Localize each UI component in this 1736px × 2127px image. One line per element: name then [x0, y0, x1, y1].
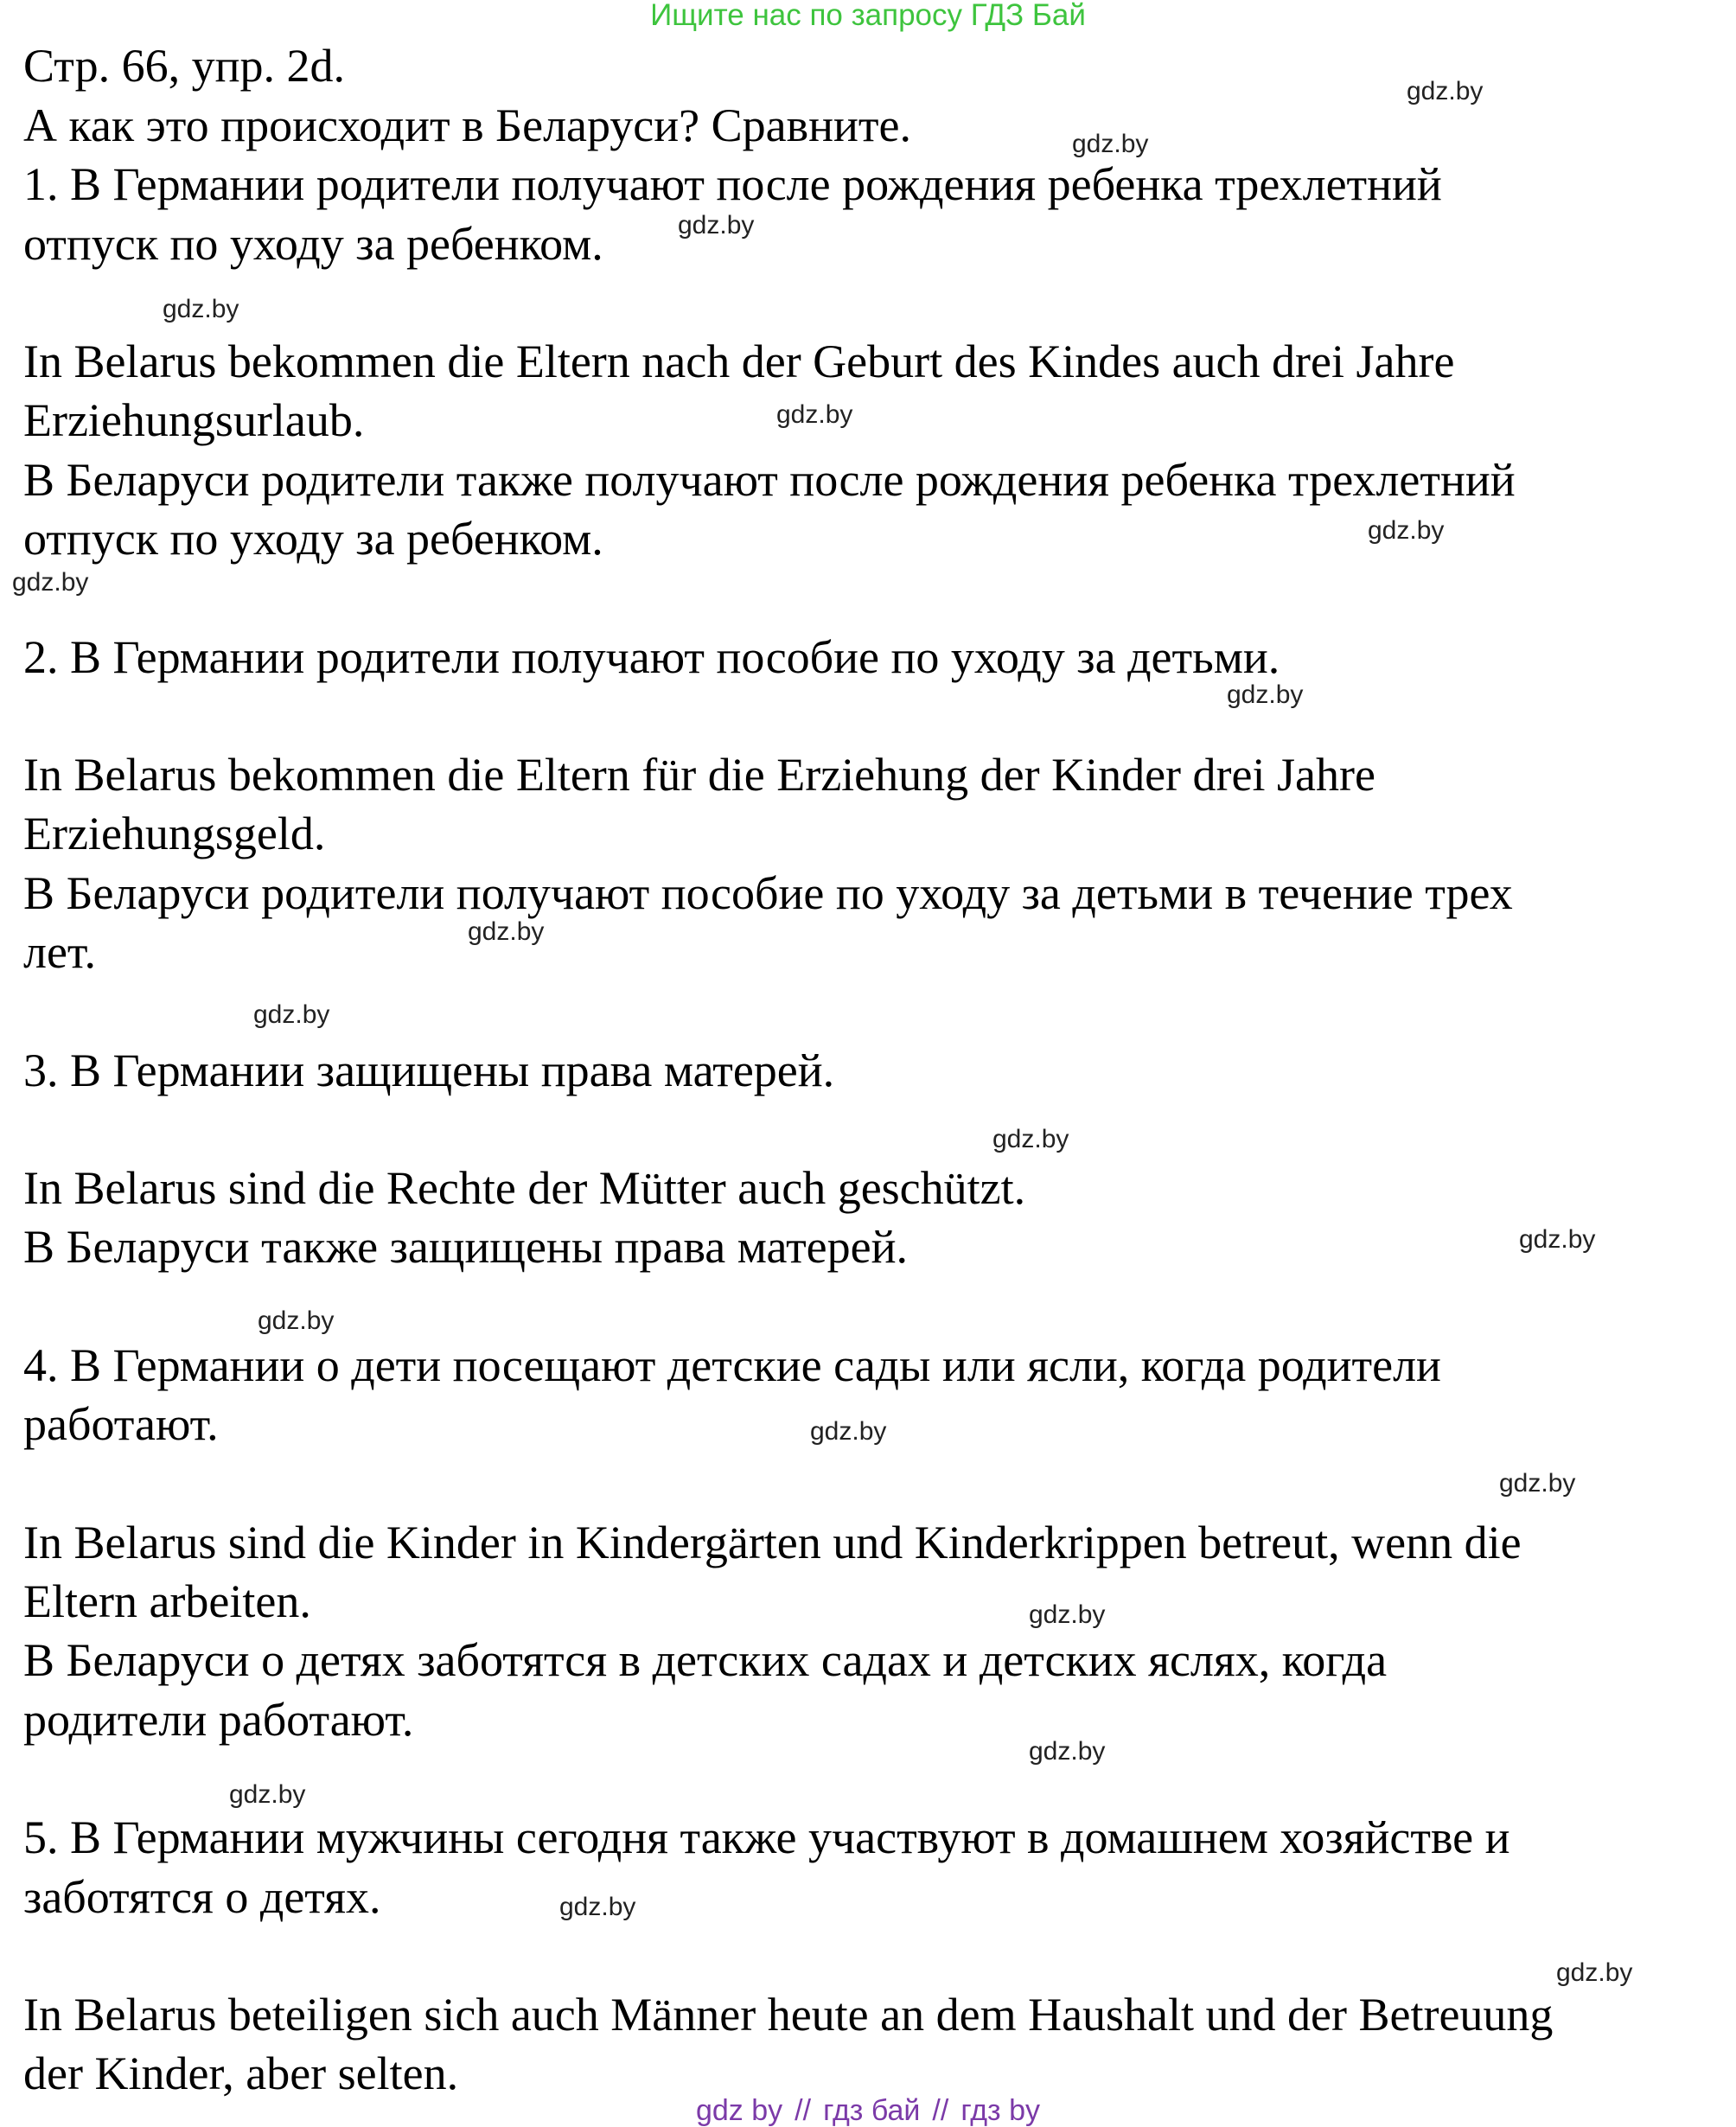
item-2-russian-answer: лет. — [23, 926, 96, 978]
footer-link[interactable]: gdz by — [695, 2094, 783, 2127]
item-4-german-answer: Eltern arbeiten. — [23, 1575, 311, 1627]
watermark: gdz.by — [559, 1893, 636, 1921]
item-4-question: работают. — [23, 1398, 219, 1450]
item-1-german-answer: In Belarus bekommen die Eltern nach der Geburt des Kindes auch drei Jahre — [23, 335, 1455, 387]
footer-links — [0, 2096, 1736, 2125]
item-5-question: 5. В Германии мужчины сегодня также участвуют в домашнем хозяйстве и — [23, 1811, 1510, 1863]
item-1-russian-answer: отпуск по уходу за ребенком. — [23, 513, 603, 565]
item-2-german-answer: Erziehungsgeld. — [23, 808, 326, 859]
watermark: gdz.by — [1227, 680, 1304, 709]
item-1-question: отпуск по уходу за ребенком. — [23, 218, 603, 270]
item-5-question: заботятся о детях. — [23, 1871, 381, 1923]
watermark: gdz.by — [776, 400, 853, 429]
watermark: gdz.by — [1519, 1225, 1596, 1254]
item-5-german-answer: der Kinder, aber selten. — [23, 2047, 459, 2099]
watermark: gdz.by — [1556, 1958, 1633, 1987]
watermark: gdz.by — [258, 1306, 335, 1335]
item-5-german-answer: In Belarus beteiligen sich auch Männer heute an dem Haushalt und der Betreuung — [23, 1989, 1554, 2041]
watermark: gdz.by — [12, 568, 89, 597]
footer-link[interactable]: гдз бай — [823, 2094, 921, 2127]
watermark: gdz.by — [678, 211, 755, 240]
page-title: Стр. 66, упр. 2d. — [23, 40, 345, 92]
item-1-question: 1. В Германии родители получают после рождения ребенка трехлетний — [23, 158, 1442, 210]
watermark: gdz.by — [1407, 77, 1484, 105]
footer-link[interactable]: гдз by — [961, 2094, 1040, 2127]
watermark: gdz.by — [1072, 130, 1149, 158]
item-2-russian-answer: В Беларуси родители получают пособие по уходу за детьми в течение трех — [23, 867, 1513, 919]
footer-separator: // — [932, 2094, 949, 2127]
search-banner: Ищите нас по запросу ГДЗ Бай — [650, 0, 1086, 32]
item-4-question: 4. В Германии о дети посещают детские сады или ясли, когда родители — [23, 1339, 1441, 1391]
watermark: gdz.by — [1029, 1600, 1106, 1629]
item-2-german-answer: In Belarus bekommen die Eltern für die Erziehung der Kinder drei Jahre — [23, 749, 1375, 801]
watermark: gdz.by — [1499, 1469, 1576, 1498]
footer-separator: // — [795, 2094, 812, 2127]
item-3-german-answer: In Belarus sind die Rechte der Mütter auch geschützt. — [23, 1162, 1026, 1214]
watermark: gdz.by — [229, 1780, 306, 1809]
item-1-russian-answer: В Беларуси родители также получают после рождения ребенка трехлетний — [23, 454, 1516, 506]
item-2-question: 2. В Германии родители получают пособие по уходу за детьми. — [23, 631, 1280, 683]
watermark: gdz.by — [163, 295, 239, 323]
item-1-german-answer: Erziehungsurlaub. — [23, 394, 365, 446]
watermark: gdz.by — [1368, 516, 1445, 545]
item-3-russian-answer: В Беларуси также защищены права матерей. — [23, 1221, 909, 1273]
item-4-russian-answer: В Беларуси о детях заботятся в детских садах и детских яслях, когда — [23, 1634, 1388, 1686]
watermark: gdz.by — [1029, 1737, 1106, 1766]
watermark: gdz.by — [253, 1000, 330, 1029]
watermark: gdz.by — [992, 1125, 1069, 1153]
item-3-question: 3. В Германии защищены права матерей. — [23, 1044, 835, 1096]
watermark: gdz.by — [810, 1417, 887, 1446]
task-instruction: А как это происходит в Беларуси? Сравните. — [23, 99, 911, 151]
item-4-german-answer: In Belarus sind die Kinder in Kindergärten und Kinderkrippen betreut, wenn die — [23, 1517, 1522, 1568]
watermark: gdz.by — [468, 917, 545, 946]
item-4-russian-answer: родители работают. — [23, 1694, 414, 1746]
